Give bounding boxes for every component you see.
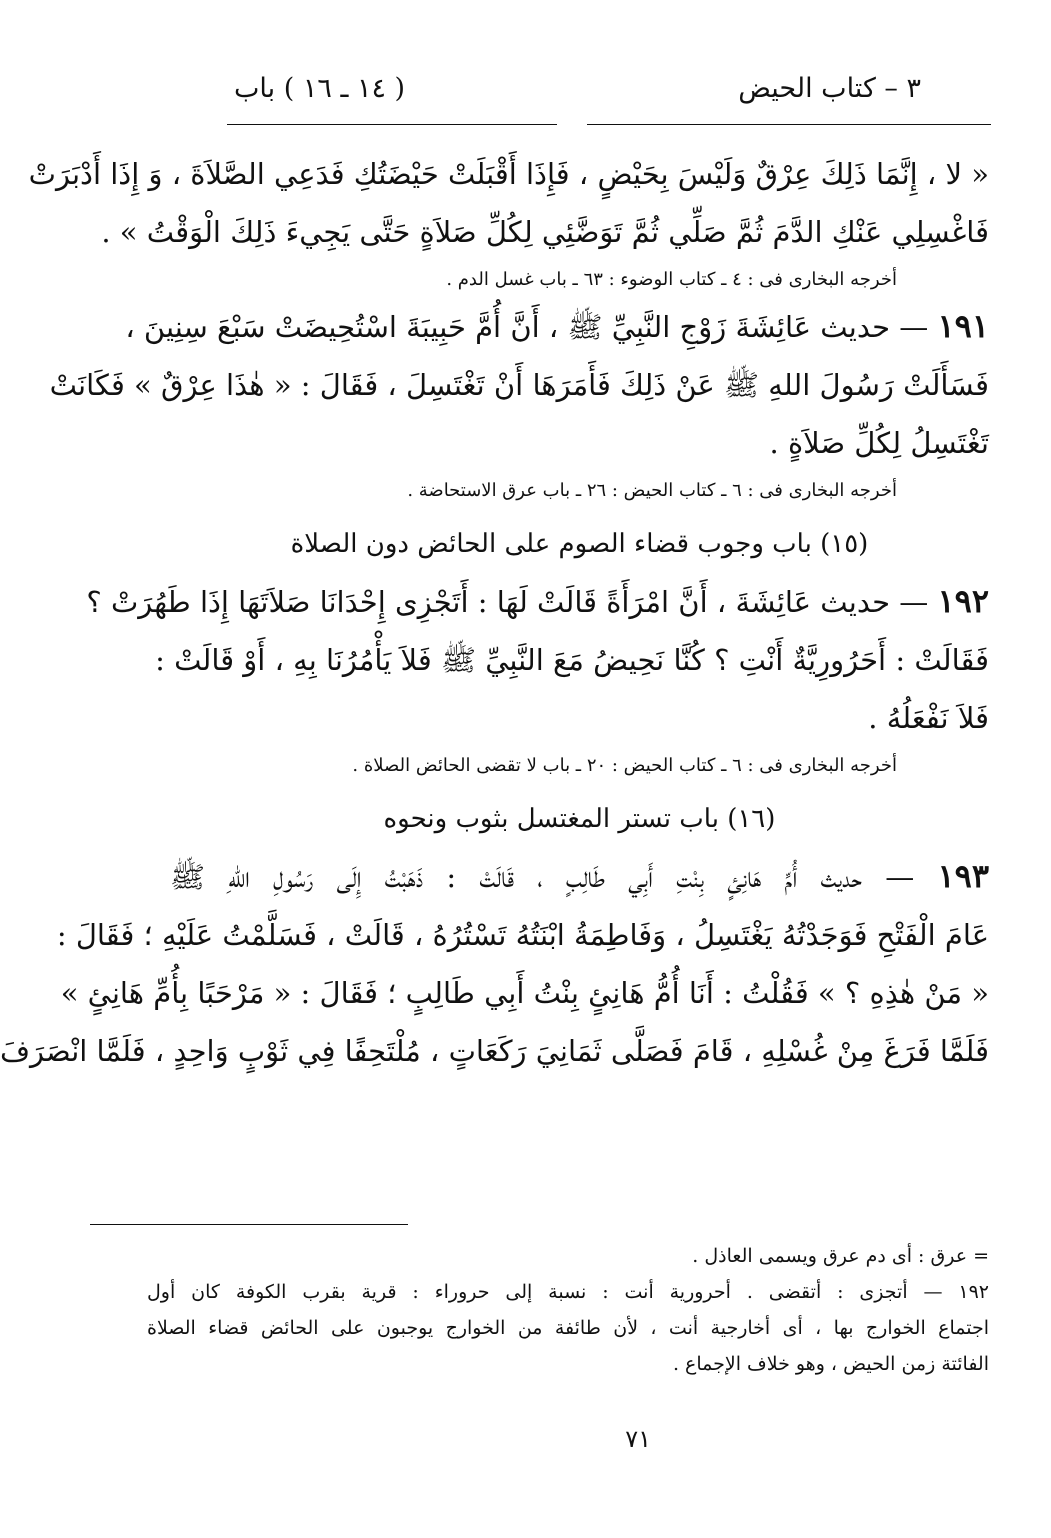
footnote-line: الفائتة زمن الحيض ، وهو خلاف الإجماع . (672, 1353, 989, 1375)
hadith-text: — حديث أُمِّ هَانِئٍ بِنْتِ أَبِي طَالِبٍ ، قَالَتْ : ذَهَبْتُ إِلَى رَسُولِ اللهِ ﷺ (170, 860, 915, 894)
header-rule-right (587, 124, 991, 125)
hadith-text: — حديث عَائِشَةَ زَوْجِ النَّبِيِّ ﷺ ، أَنَّ أُمَّ حَبِيبَةَ اسْتُحِيضَتْ سَبْعَ سِنِينَ ، (125, 310, 929, 344)
footnote-rule (90, 1224, 408, 1225)
section-range: ( ١٤ ـ ١٦ ) باب (234, 73, 406, 104)
hadith-192-line (86, 572, 989, 631)
page-number: ٧١ (625, 1425, 651, 1453)
hadith-number: ١٩٢ (937, 582, 989, 620)
text-line: فَقَالَتْ : أَحَرُورِيَّةٌ أَنْتِ ؟ كُنَّا نَحِيضُ مَعَ النَّبِيِّ ﷺ فَلاَ يَأْمُرُنَا بِهِ ، أَوْ قَالَتْ : (155, 643, 989, 677)
main-text (0, 145, 990, 1080)
hadith-number: ١٩٣ (937, 857, 990, 895)
section-heading: (١٥) باب وجوب قضاء الصوم على الحائض دون الصلاة (290, 529, 869, 559)
hadith-193-line (170, 847, 989, 906)
text-line: فَاغْسِلِي عَنْكِ الدَّمَ ثُمَّ صَلِّي ثُمَّ تَوَضَّئِي لِكُلِّ صَلاَةٍ حَتَّى يَجِيءَ ذَلِكَ الْوَقْتُ » . (101, 215, 989, 249)
text-line: « مَنْ هٰذِهِ ؟ » فَقُلْتُ : أَنَا أُمُّ هَانِئٍ بِنْتُ أَبِي طَالِبٍ ؛ فَقَالَ : « مَرْحَبًا بِأُمِّ هَانِئٍ » (60, 976, 989, 1010)
footnote-line: ١٩٢ — أتجزى : أتقضى . أحرورية أنت : نسبة إلى حروراء : قرية بقرب الكوفة كان أول (147, 1281, 989, 1303)
hadith-text: — حديث عَائِشَةَ ، أَنَّ امْرَأَةً قَالَتْ لَهَا : أَتَجْزِى إِحْدَانَا صَلاَتَهَا إِذَا طَهُرَتْ ؟ (86, 585, 929, 619)
text-line: فَلاَ نَفْعَلُهُ . (868, 701, 989, 735)
text-line: « لا ، إِنَّمَا ذَلِكَ عِرْقٌ وَلَيْسَ بِحَيْضٍ ، فَإِذَا أَقْبَلَتْ حَيْضَتُكِ فَدَعِي الصَّلاَةَ ، وَ إِذَا أَدْبَرَتْ (28, 157, 989, 191)
running-header (234, 64, 921, 104)
section-heading: (١٦) باب تستر المغتسل بثوب ونحوه (383, 804, 776, 834)
text-line: عَامَ الْفَتْحِ فَوَجَدْتُهُ يَغْتَسِلُ ، وَفَاطِمَةُ ابْنَتُهُ تَسْتُرُهُ ، قَالَتْ ، فَسَلَّمْتُ عَلَيْهِ ؛ فَقَالَ : (56, 918, 989, 952)
hadith-191-line (125, 297, 989, 356)
footnote-line: = عرق : أى دم عرق ويسمى العاذل . (692, 1245, 989, 1267)
chapter-title: ٣ – كتاب الحيض (738, 73, 921, 104)
hadith-number: ١٩١ (937, 307, 989, 345)
hadith-reference: أخرجه البخارى فى : ٦ ـ كتاب الحيض : ٢٠ ـ باب لا تقضى الحائض الصلاة . (352, 755, 897, 776)
footnote-line: اجتماع الخوارج بها ، أى أخارجية أنت ، لأن طائفة من الخوارج يوجبون على الحائض قضاء الصلاة (147, 1317, 989, 1339)
text-line: فَسَأَلَتْ رَسُولَ اللهِ ﷺ عَنْ ذَلِكَ فَأَمَرَهَا أَنْ تَغْتَسِلَ ، فَقَالَ : « هٰذَا عِرْقٌ » فَكَانَتْ (49, 368, 989, 402)
text-line: فَلَمَّا فَرَغَ مِنْ غُسْلِهِ ، قَامَ فَصَلَّى ثَمَانِيَ رَكَعَاتٍ ، مُلْتَحِفًا فِي ثَوْبٍ وَاحِدٍ ، فَلَمَّا انْصَرَفَ (0, 1034, 989, 1068)
text-line: تَغْتَسِلُ لِكُلِّ صَلاَةٍ . (769, 426, 989, 460)
hadith-reference: أخرجه البخارى فى : ٤ ـ كتاب الوضوء : ٦٣ ـ باب غسل الدم . (446, 269, 897, 290)
footnotes (147, 1238, 989, 1382)
header-rule-left (227, 124, 557, 125)
hadith-reference: أخرجه البخارى فى : ٦ ـ كتاب الحيض : ٢٦ ـ باب عرق الاستحاضة . (407, 480, 897, 501)
